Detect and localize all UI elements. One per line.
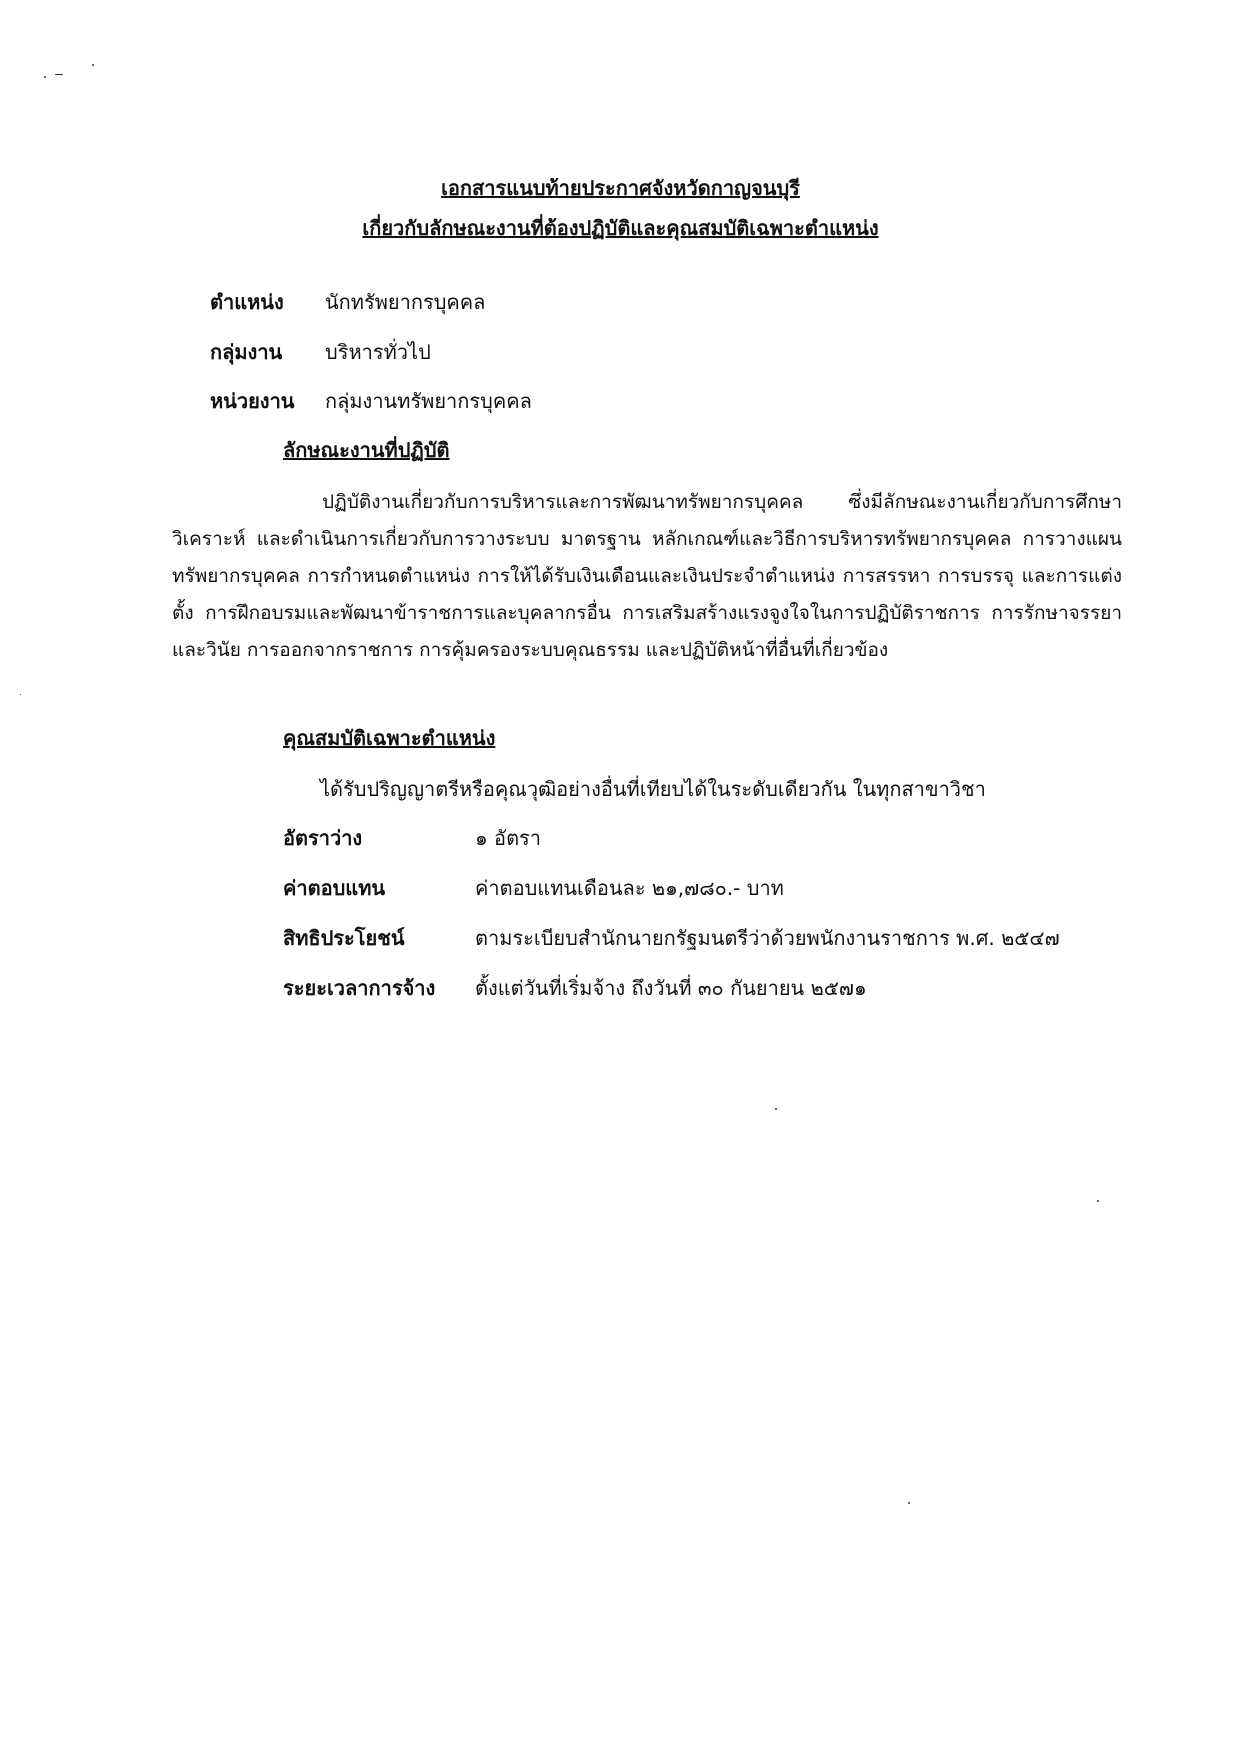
- pay-label: ค่าตอบแทน: [283, 876, 386, 900]
- scan-speck: [908, 1502, 910, 1504]
- benefits-value: ตามระเบียบสำนักนายกรัฐมนตรีว่าด้วยพนักงานราชการ พ.ศ. ๒๕๔๗: [475, 926, 1060, 950]
- scan-speck: [20, 694, 21, 695]
- scan-speck: [55, 74, 63, 75]
- unit-label: หน่วยงาน: [210, 389, 295, 413]
- document-title-line2: เกี่ยวกับลักษณะงานที่ต้องปฏิบัติและคุณสมบัติเฉพาะตำแหน่ง: [362, 216, 879, 240]
- scan-speck: [775, 1108, 777, 1110]
- period-label: ระยะเวลาการจ้าง: [283, 976, 436, 1000]
- qualifications-text: ได้รับปริญญาตรีหรือคุณวุฒิอย่างอื่นที่เทียบได้ในระดับเดียวกัน ในทุกสาขาวิชา: [320, 777, 986, 801]
- duties-heading: ลักษณะงานที่ปฏิบัติ: [283, 438, 450, 462]
- vacancy-label: อัตราว่าง: [283, 826, 363, 850]
- document-title-line1: เอกสารแนบท้ายประกาศจังหวัดกาญจนบุรี: [441, 176, 800, 200]
- duties-paragraph: ปฏิบัติงานเกี่ยวกับการบริหารและการพัฒนาทรัพยากรบุคคล ซึ่งมีลักษณะงานเกี่ยวกับการศึกษา วิเคราะห์ และดำเนินการเกี่ยวกับการวางระบบ มาตรฐาน หลักเกณฑ์และวิธีการบริหารทรัพยากรบุคคล การวางแผนทรัพยากรบุคคล การกำหนดตำแหน่ง การให้ได้รับเงินเดือนและเงินประจำตำแหน่ง การสรรหา การบรรจุ และการแต่งตั้ง การฝึกอบรมและพัฒนาข้าราชการและบุคลากรอื่น การเสริมสร้างแรงจูงใจในการปฏิบัติราชการ การรักษาจรรยาและวินัย การออกจากราชการ การคุ้มครองระบบคุณธรรม และปฏิบัติหน้าที่อื่นที่เกี่ยวข้อง: [172, 491, 1122, 661]
- group-label: กลุ่มงาน: [210, 340, 283, 364]
- vacancy-value: ๑ อัตรา: [475, 826, 542, 850]
- scan-speck: [1097, 1200, 1099, 1202]
- pay-value: ค่าตอบแทนเดือนละ ๒๑,๗๘๐.- บาท: [475, 876, 784, 900]
- period-value: ตั้งแต่วันที่เริ่มจ้าง ถึงวันที่ ๓๐ กันยายน ๒๕๗๑: [475, 976, 867, 1000]
- benefits-label: สิทธิประโยชน์: [283, 926, 405, 950]
- group-value: บริหารทั่วไป: [325, 340, 431, 364]
- unit-value: กลุ่มงานทรัพยากรบุคคล: [325, 389, 532, 413]
- position-label: ตำแหน่ง: [210, 290, 284, 314]
- scan-speck: [92, 64, 94, 66]
- qualifications-heading: คุณสมบัติเฉพาะตำแหน่ง: [283, 726, 496, 750]
- scan-speck: [44, 76, 46, 78]
- position-value: นักทรัพยากรบุคคล: [325, 290, 486, 314]
